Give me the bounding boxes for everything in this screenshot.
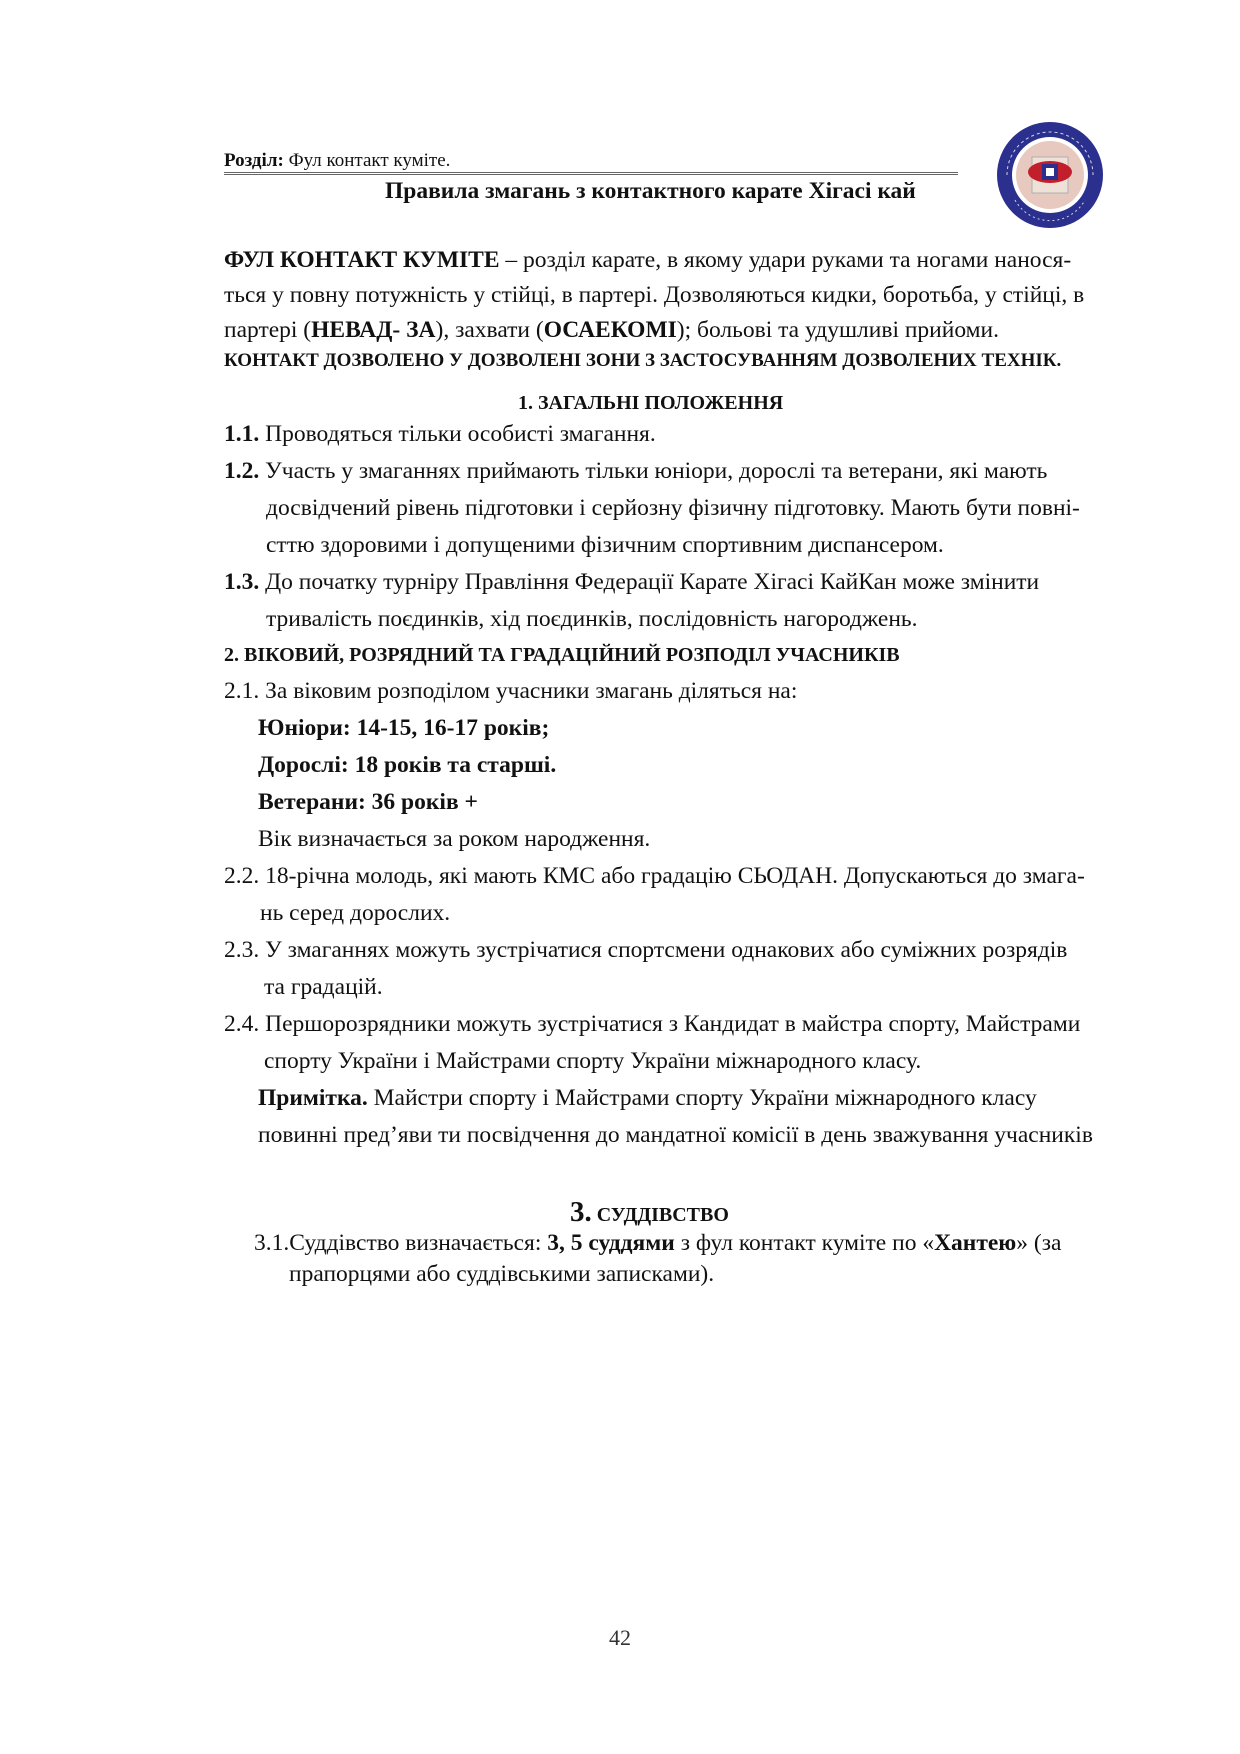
note-text: Майстри спорту і Майстрами спорту України міжнародного класу xyxy=(367,1085,1037,1111)
section-3-number: 3. xyxy=(570,1196,592,1228)
intro-text: ); больові та удушливі прийоми. xyxy=(676,317,999,343)
intro-text: – розділ карате, в якому удари руками та ногами нанося- xyxy=(499,247,1072,273)
item-number: 1.3. xyxy=(224,569,260,595)
document-title: Правила змагань з контактного карате Хігасі кай xyxy=(385,178,916,204)
term-nevadza: НЕВАД- ЗА xyxy=(311,317,436,343)
item-text: 3.1.Суддівство визначається: xyxy=(254,1230,548,1256)
contact-rule: КОНТАКТ ДОЗВОЛЕНО У ДОЗВОЛЕНІ ЗОНИ З ЗАСТОСУВАННЯМ ДОЗВОЛЕНИХ ТЕХНІК. xyxy=(224,350,1062,371)
item-text: Участь у змаганнях приймають тільки юніори, дорослі та ветерани, які мають xyxy=(259,458,1048,484)
section-2-heading: 2. ВІКОВИЙ, РОЗРЯДНИЙ ТА ГРАДАЦІЙНИЙ РОЗПОДІЛ УЧАСНИКІВ xyxy=(224,644,900,666)
adults-category: Дорослі: 18 років та старші. xyxy=(258,752,557,778)
intro-text: партері ( xyxy=(224,317,312,343)
intro-line-1 xyxy=(224,244,1071,277)
item-number: 1.1. xyxy=(224,421,260,447)
item-number: 1.2. xyxy=(224,458,260,484)
item-3-1 xyxy=(254,1227,1061,1260)
item-text: з фул контакт куміте по « xyxy=(674,1230,935,1256)
item-text: До початку турніру Правління Федерації Карате Хігасі КайКан може змінити xyxy=(259,569,1040,595)
header-rule xyxy=(224,172,958,175)
section-label xyxy=(224,150,450,172)
veterans-category: Ветерани: 36 років + xyxy=(258,789,478,815)
wkfhkk-logo-icon xyxy=(985,120,1115,230)
item-text: Проводяться тільки особисті змагання. xyxy=(259,421,656,447)
intro-text: ), захвати ( xyxy=(435,317,544,343)
term-hantei: Хантею xyxy=(934,1230,1017,1256)
section-3-title: СУДДІВСТВО xyxy=(591,1204,729,1226)
item-2-1: 2.1. За віковим розподілом учасники змагань діляться на: xyxy=(224,678,798,704)
juniors-category: Юніори: 14-15, 16-17 років; xyxy=(258,715,550,741)
item-1-2 xyxy=(224,455,1047,488)
item-text: » (за xyxy=(1016,1230,1062,1256)
judges-count: 3, 5 суддями xyxy=(547,1230,675,1256)
item-1-3-line-2: тривалість поєдинків, хід поєдинків, послідовність нагороджень. xyxy=(266,606,918,632)
item-1-2-line-2: досвідчений рівень підготовки і серйозну фізичну підготовку. Мають бути повні- xyxy=(266,495,1080,521)
item-3-1-line-2: прапорцями або суддівськими записками). xyxy=(289,1261,715,1287)
note-line-2: повинні пред’яви ти посвідчення до мандатної комісії в день зважування учасників xyxy=(258,1122,1093,1148)
note-label: Примітка. xyxy=(258,1085,368,1111)
item-2-3: 2.3. У змаганнях можуть зустрічатися спортсмени однакових або суміжних розрядів xyxy=(224,937,1068,963)
item-2-4-line-2: спорту України і Майстрами спорту України міжнародного класу. xyxy=(264,1048,922,1074)
intro-term: ФУЛ КОНТАКТ КУМІТЕ xyxy=(224,247,500,273)
page-number: 42 xyxy=(609,1625,631,1650)
section-1-heading: 1. ЗАГАЛЬНІ ПОЛОЖЕННЯ xyxy=(518,392,784,414)
term-osaekomi: ОСАЕКОМІ xyxy=(543,317,677,343)
item-2-4: 2.4. Першорозрядники можуть зустрічатися з Кандидат в майстра спорту, Майстрами xyxy=(224,1011,1081,1037)
item-2-2-line-2: нь серед дорослих. xyxy=(260,900,451,926)
item-2-3-line-2: та градацій. xyxy=(264,974,383,1000)
age-note: Вік визначається за роком народження. xyxy=(258,826,651,852)
section-label-value: Фул контакт куміте. xyxy=(288,150,451,171)
intro-line-2: ться у повну потужність у стійці, в партері. Дозволяються кидки, боротьба, у стійці, в xyxy=(224,282,1085,308)
section-3-heading xyxy=(570,1196,729,1229)
intro-line-3 xyxy=(224,314,999,347)
item-2-2: 2.2. 18-річна молодь, які мають КМС або градацію СЬОДАН. Допускаються до змага- xyxy=(224,863,1085,889)
section-label-key: Розділ: xyxy=(224,150,284,171)
item-1-2-line-3: сттю здоровими і допущеними фізичним спортивним диспансером. xyxy=(266,532,944,558)
item-1-3 xyxy=(224,566,1039,599)
item-1-1 xyxy=(224,418,656,451)
note xyxy=(258,1082,1037,1115)
